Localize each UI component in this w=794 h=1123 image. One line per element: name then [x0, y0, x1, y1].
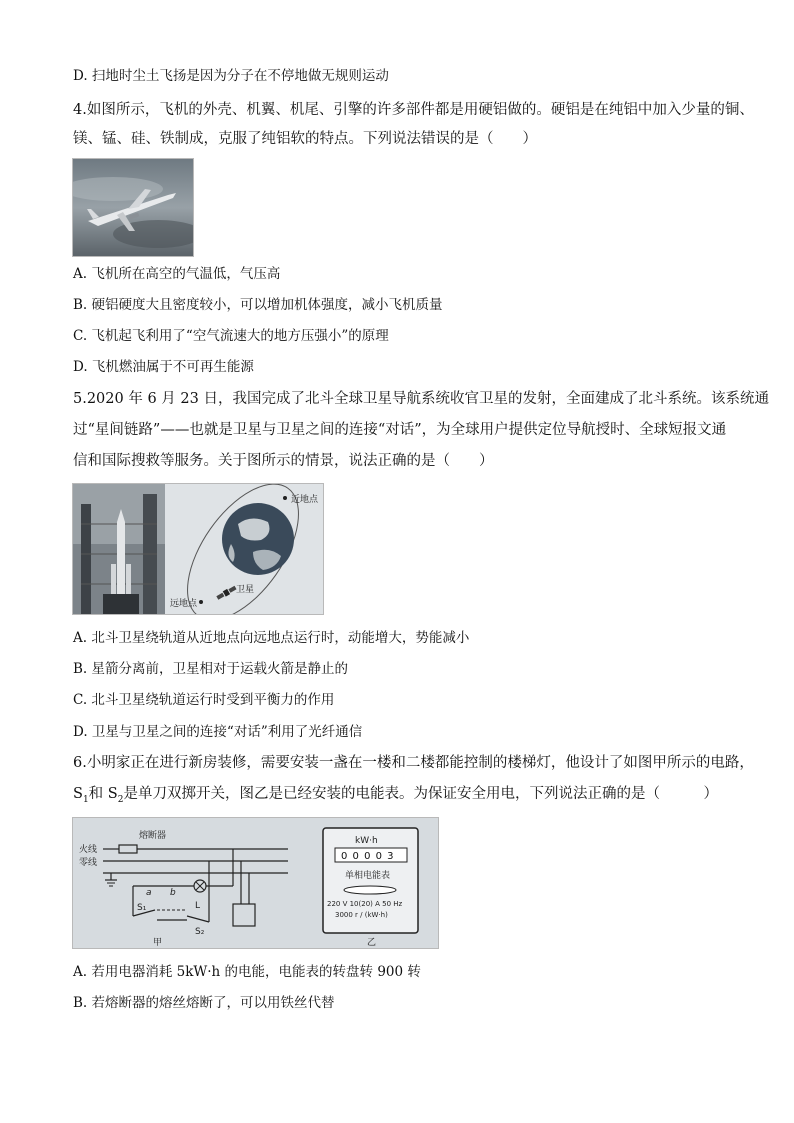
meter-disk	[344, 886, 396, 894]
q5-stem-line2: 过“星间链路”——也就是卫星与卫星之间的连接“对话”，为全球用户提供定位导航授时、全球短报文通	[73, 422, 727, 438]
meter-spec2: 3000 r / (kW·h)	[335, 911, 388, 919]
q5-option-c: C. 北斗卫星绕轨道运行时受到平衡力的作用	[73, 692, 335, 708]
q4-option-a: A. 飞机所在高空的气温低，气压高	[73, 266, 281, 282]
q4-option-b: B. 硬铝硬度大且密度较小，可以增加机体强度，减小飞机质量	[73, 297, 443, 313]
fuse-label: 熔断器	[139, 831, 167, 841]
meter-spec1: 220 V 10(20) A 50 Hz	[327, 900, 403, 908]
far-point-label: 远地点	[170, 599, 198, 609]
figure-jia-label: 甲	[153, 938, 163, 948]
meter-reading: 0 0 0 0 3	[341, 851, 395, 862]
q5-option-a: A. 北斗卫星绕轨道从近地点向远地点运行时，动能增大，势能减小	[73, 630, 470, 646]
q3-option-d: D. 扫地时尘土飞扬是因为分子在不停地做无规则运动	[73, 68, 389, 84]
q4-option-d: D. 飞机燃油属于不可再生能源	[73, 359, 254, 375]
q6-stem-line1: 6.小明家正在进行新房装修，需要安装一盏在一楼和二楼都能控制的楼梯灯，他设计了如图甲所示的电路，	[73, 755, 754, 771]
q4-stem-line2: 镁、锰、硅、铁制成，克服了纯铝软的特点。下列说法错误的是（ ）	[73, 131, 537, 147]
satellite-label: 卫星	[236, 585, 255, 595]
satellite-figure	[72, 483, 324, 615]
rocket-icon	[117, 509, 125, 594]
q6-option-a: A. 若用电器消耗 5kW·h 的电能，电能表的转盘转 900 转	[73, 964, 421, 980]
switch-s1-label: S₁	[137, 903, 147, 913]
contact-a-label: a	[146, 888, 152, 898]
q5-stem-line3: 信和国际搜救等服务。关于图所示的情景，说法正确的是（ ）	[73, 453, 494, 469]
airplane-photo	[72, 158, 194, 257]
near-point-label: 近地点	[291, 495, 319, 505]
neutral-wire-label: 零线	[79, 858, 98, 868]
q4-stem-line1: 4.如图所示，飞机的外壳、机翼、机尾、引擎的许多部件都是用硬铝做的。硬铝是在纯铝中加入少量的铜、	[73, 102, 754, 118]
meter-name: 单相电能表	[345, 871, 391, 881]
live-wire-label: 火线	[79, 845, 98, 855]
figure-yi-label: 乙	[367, 938, 377, 948]
q5-option-b: B. 星箭分离前，卫星相对于运载火箭是静止的	[73, 661, 349, 677]
contact-b-label: b	[170, 888, 176, 898]
switch-s2-label: S₂	[195, 927, 205, 937]
q6-stem-line2: $S_1$和 $S_2$是单刀双掷开关，图乙是已经安装的电能表。为保证安全用电，下列说法正确的是（ ）	[73, 786, 718, 805]
q5-option-d: D. 卫星与卫星之间的连接“对话”利用了光纤通信	[73, 724, 363, 740]
lamp-label: L	[195, 901, 201, 911]
q6-option-b: B. 若熔断器的熔丝熔断了，可以用铁丝代替	[73, 995, 335, 1011]
q5-stem-line1: 5.2020 年 6 月 23 日，我国完成了北斗全球卫星导航系统收官卫星的发射，全面建成了北斗系统。该系统通	[73, 391, 769, 407]
circuit-and-meter-figure	[72, 817, 439, 949]
q4-option-c: C. 飞机起飞利用了“空气流速大的地方压强小”的原理	[73, 328, 389, 344]
meter-unit-label: kW·h	[355, 836, 378, 846]
